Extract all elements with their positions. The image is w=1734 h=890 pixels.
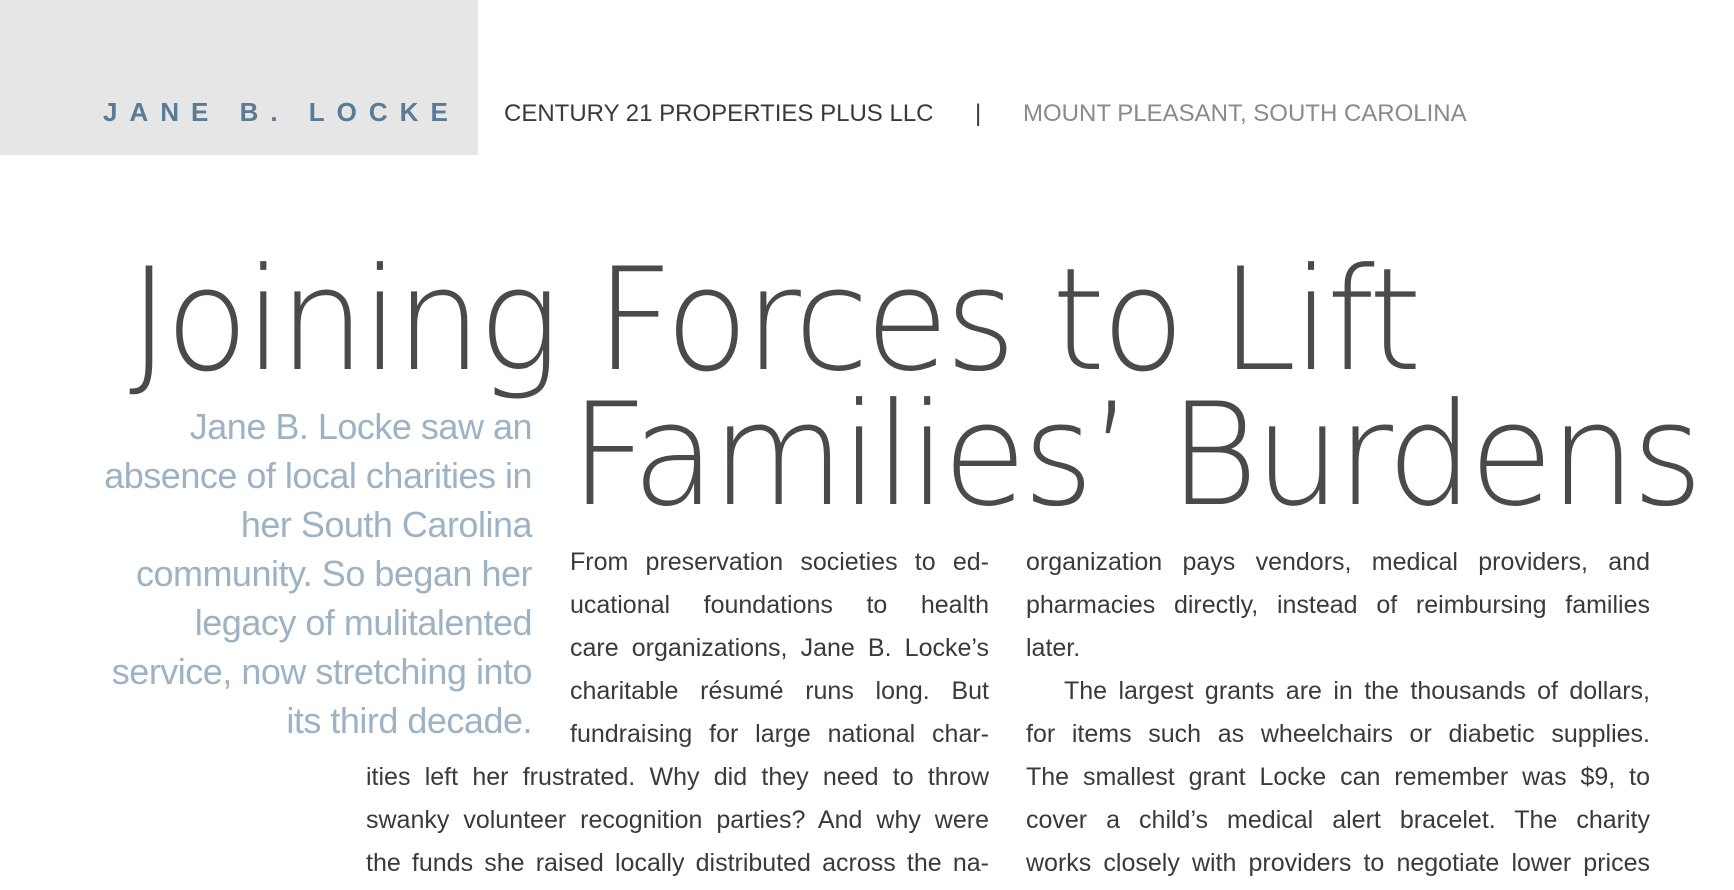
body-line: From preservation societies to ed- [570, 548, 989, 576]
body-line: fundraising for large national char- [570, 720, 989, 748]
body-line: for items such as wheelchairs or diabetic supplies. [1026, 720, 1650, 748]
body-line: later. [1026, 634, 1081, 662]
body-line: the funds she raised locally distributed across the na- [366, 849, 989, 877]
body-line: The smallest grant Locke can remember was $9, to [1026, 763, 1650, 791]
body-column-right [1026, 541, 1650, 885]
headline-line-1: Joining Forces to Lift [129, 238, 1419, 403]
body-line: cover a child’s medical alert bracelet. The charity [1026, 806, 1650, 834]
body-line: pharmacies directly, instead of reimbursing families [1026, 591, 1650, 619]
body-column-left-wide [366, 756, 989, 885]
body-line: ities left her frustrated. Why did they need to throw [366, 763, 989, 791]
body-line: works closely with providers to negotiate lower prices [1026, 849, 1650, 877]
body-line: charitable résumé runs long. But [570, 677, 989, 705]
body-line: ucational foundations to health [570, 591, 989, 619]
body-column-left [570, 541, 989, 756]
agent-name: JANE B. LOCKE [103, 97, 460, 127]
body-line: care organizations, Jane B. Locke’s [570, 634, 989, 662]
agent-name-block [0, 0, 478, 155]
company-name: CENTURY 21 PROPERTIES PLUS LLC [504, 100, 934, 127]
body-line: The largest grants are in the thousands of dollars, [1064, 677, 1650, 705]
pullquote: Jane B. Locke saw an absence of local charities in her South Carolina community. So began her legacy of mulitalented service, now stretching into its third decade. [104, 406, 532, 741]
agent-location: MOUNT PLEASANT, SOUTH CAROLINA [1023, 100, 1467, 127]
header-divider: | [975, 100, 982, 127]
body-line: swanky volunteer recognition parties? And why were [366, 806, 989, 834]
headline-line-2: Families’ Burdens [570, 373, 1700, 538]
body-line: organization pays vendors, medical providers, and [1026, 548, 1650, 576]
